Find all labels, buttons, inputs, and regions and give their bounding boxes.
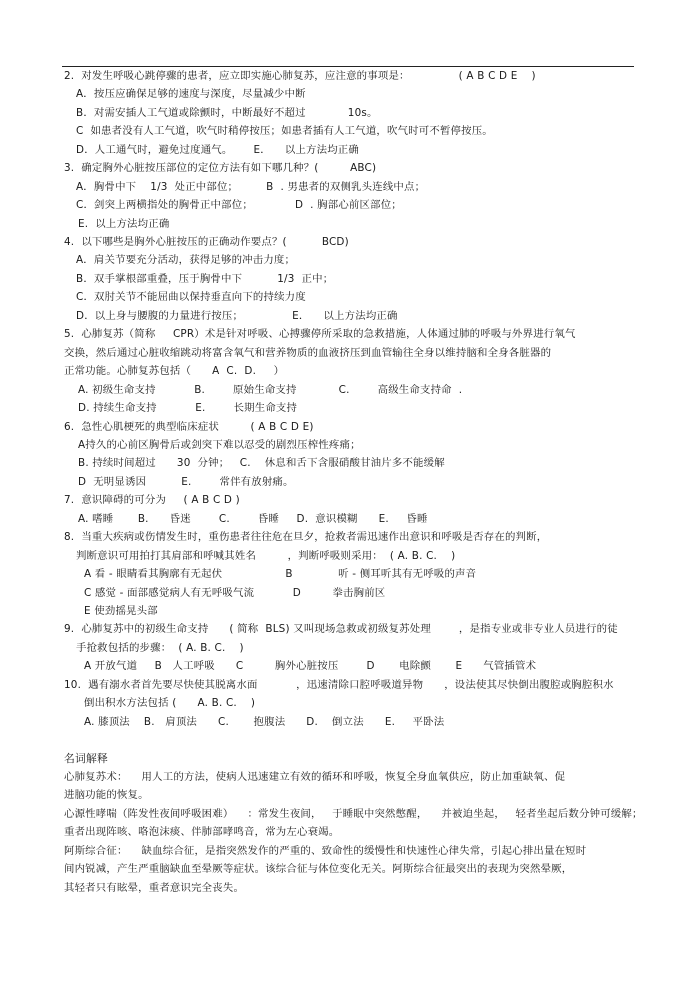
question-6-option-bc: B. 持续时间超过 30 分钟； C. 休息和舌下含服硝酸甘油片多不能缓解	[78, 457, 445, 469]
definition-cardiac-asthma-2: 重者出现阵咳、咯泡沫痰、伴肺部哮鸣音，常为左心衰竭。	[64, 826, 340, 838]
question-10-stem-1: 10. 遇有溺水者首先要尽快使其脱离水面 ，迅速清除口腔呼吸道异物 ，设法使其尽快倒出腹腔或胸腔积水	[64, 679, 614, 691]
header-rule	[62, 66, 634, 67]
definition-adams-stokes-2: 间内锐减，产生严重脑缺血至晕厥等症状。该综合征与体位变化无关。阿斯综合征最突出的表现为突然晕厥，	[64, 863, 573, 875]
question-4-option-c: C．双肘关节不能屈曲以保持垂直向下的持续力度	[76, 291, 306, 303]
definition-cardiac-asthma-1: 心源性哮喘（阵发性夜间呼吸困难） ：常发生夜间， 于睡眠中突然憋醒， 并被迫坐起， 轻者坐起后数分钟可缓解；	[64, 808, 643, 820]
question-3-stem: 3. 确定胸外心脏按压部位的定位方法有如下哪几种？( ABC)	[64, 162, 377, 174]
question-10-options: A. 膝顶法 B. 肩顶法 C. 抱腹法 D. 倒立法 E. 平卧法	[84, 716, 445, 728]
question-4-option-b: B．双手掌根部重叠，压于胸骨中下 1/3 正中；	[76, 273, 334, 285]
question-8-option-ab: A 看 - 眼睛看其胸廓有无起伏 B 听 - 侧耳听其有无呼吸的声音	[84, 568, 477, 580]
question-8-stem-1: 8. 当重大疾病或伤情发生时，重伤患者往往危在旦夕，抢救者需迅速作出意识和呼吸是否存在的判断，	[64, 531, 548, 543]
question-6-option-de: D 无明显诱因 E. 常伴有放射痛。	[78, 476, 294, 488]
question-6-option-a: A持久的心前区胸骨后或剑突下难以忍受的剧烈压榨性疼痛；	[78, 439, 361, 451]
definition-adams-stokes-1: 阿斯综合征： 缺血综合征，是指突然发作的严重的、致命性的缓慢性和快速性心律失常，引起心排出量在短时	[64, 845, 587, 857]
section-heading-definitions: 名词解释	[64, 752, 108, 765]
question-7-stem: 7. 意识障碍的可分为 ( A B C D )	[64, 494, 240, 506]
question-2-stem: 2. 对发生呼吸心跳停骤的患者，应立即实施心肺复苏，应注意的事项是： ( A B C D E )	[64, 70, 536, 82]
question-3-option-e: E. 以上方法均正确	[78, 218, 170, 230]
question-2-option-de: D．人工通气时，避免过度通气。 E． 以上方法均正确	[76, 144, 359, 156]
definition-cpr-2: 进脑功能的恢复。	[64, 789, 149, 801]
question-8-option-e: E 使劲摇晃头部	[84, 605, 158, 617]
question-9-stem-2: 手抢救包括的步骤： ( A. B. C. )	[76, 642, 244, 654]
question-9-stem-1: 9. 心肺复苏中的初级生命支持 ( 简称 BLS) 又叫现场急救或初级复苏处理 ，是指专业或非专业人员进行的徒	[64, 623, 618, 635]
question-5-stem-2: 交换，然后通过心脏收缩跳动将富含氧气和营养物质的血液挤压到血管输往全身以维持脑和全身各脏器的	[64, 347, 552, 359]
question-4-option-a: A．肩关节要充分活动，获得足够的冲击力度；	[76, 254, 296, 266]
question-10-stem-2: 倒出积水方法包括 ( A. B. C. )	[84, 697, 256, 709]
question-2-option-b: B．对需安插人工气道或除颤时，中断最好不超过 10s。	[76, 107, 378, 119]
question-8-stem-2: 判断意识可用拍打其肩部和呼喊其姓名 ，判断呼吸则采用： ( A. B. C. )	[76, 550, 456, 562]
question-8-option-cd: C 感觉 - 面部感觉病人有无呼吸气流 D 拳击胸前区	[84, 587, 386, 599]
question-4-stem: 4. 以下哪些是胸外心脏按压的正确动作要点？( BCD)	[64, 236, 349, 248]
question-5-option-abc: A. 初级生命支持 B. 原始生命支持 C. 高级生命支持命 .	[78, 384, 463, 396]
question-9-options: A 开放气道 B 人工呼吸 C 胸外心脏按压 D 电除颤 E 气管插管术	[84, 660, 537, 672]
question-5-stem-3: 正常功能。心肺复苏包括（ A C. D. ）	[64, 365, 285, 377]
question-4-option-de: D．以上身与腰腹的力量进行按压； E． 以上方法均正确	[76, 310, 398, 322]
definition-adams-stokes-3: 其轻者只有眩晕，重者意识完全丧失。	[64, 882, 245, 894]
definition-cpr-1: 心肺复苏术： 用人工的方法，使病人迅速建立有效的循环和呼吸，恢复全身血氧供应，防止加重缺氧、促	[64, 771, 566, 783]
question-3-option-cd: C．剑突上两横指处的胸骨正中部位； D . 胸部心前区部位；	[76, 199, 402, 211]
question-2-option-c: C 如患者没有人工气道，吹气时稍停按压；如患者插有人工气道，吹气时可不暂停按压。	[76, 125, 493, 137]
question-5-option-de: D. 持续生命支持 E. 长期生命支持	[78, 402, 298, 414]
question-7-options: A. 嗜睡 B. 昏迷 C. 昏睡 D. 意识模糊 E. 昏睡	[78, 513, 428, 525]
question-2-option-a: A．按压应确保足够的速度与深度，尽量减少中断	[76, 88, 306, 100]
question-6-stem: 6. 急性心肌梗死的典型临床症状 ( A B C D E)	[64, 421, 314, 433]
question-5-stem-1: 5. 心肺复苏（简称 CPR）术是针对呼吸、心搏骤停所采取的急救措施，人体通过肺的呼吸与外界进行氧气	[64, 328, 576, 340]
question-3-option-ab: A．胸骨中下 1/3 处正中部位； B . 男患者的双侧乳头连线中点；	[76, 181, 426, 193]
